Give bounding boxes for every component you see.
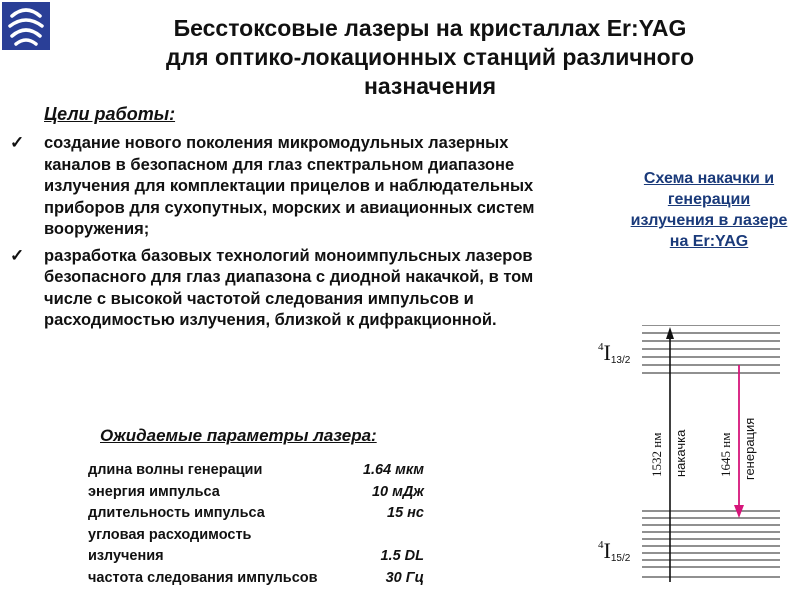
param-value: 1.5 DL: [380, 548, 424, 564]
energy-level-diagram: [590, 325, 790, 595]
upper-level-label: [598, 340, 631, 366]
generation-label: генерация: [742, 417, 757, 480]
slide-title: [100, 14, 760, 101]
pump-wavelength-label: 1532 нм: [649, 432, 664, 477]
param-row: [88, 482, 424, 504]
upper-level-main: I: [603, 340, 611, 365]
goals-heading: Цели работы:: [44, 104, 176, 124]
upper-level-sup: 4: [598, 341, 604, 353]
lower-level-sup: 4: [598, 539, 604, 551]
param-label: длина волны генерации: [88, 462, 263, 478]
lower-manifold-lines: [642, 511, 780, 577]
lower-level-sub: 15/2: [610, 553, 631, 564]
param-value: 15 нс: [387, 505, 424, 521]
goal-text: разработка базовых технологий моноимпульсных лазеров безопасного для глаз диапазона с диодной накачкой, в том числе с высокой частотой следования импульсов и расходимостью излучения, близкой к дифракционной.: [44, 246, 534, 329]
upper-level-sub: 13/2: [610, 355, 631, 366]
param-label: частота следования импульсов: [88, 569, 318, 586]
generation-wavelength-label: 1645 нм: [718, 432, 733, 477]
pump-label: накачка: [673, 429, 688, 477]
params-table: [88, 460, 424, 589]
param-value: 10 мДж: [371, 483, 424, 500]
param-label: длительность импульса: [88, 505, 265, 521]
param-value: 30 Гц: [385, 569, 424, 586]
param-row: [88, 525, 424, 547]
param-label: излучения: [88, 548, 164, 564]
title-line-2: для оптико-локационных станций различного: [165, 44, 695, 70]
checkmark-icon: ✓: [10, 133, 25, 152]
goal-text: создание нового поколения микромодульных лазерных каналов в безопасном для глаз спектральном диапазоне излучения для комплектации прицелов и наблюдательных приборов для сухопутных, морских и авиационных систем вооружения;: [44, 134, 535, 238]
company-logo: [2, 2, 50, 50]
param-row: [88, 546, 424, 568]
title-line-3: назначения: [363, 73, 497, 99]
upper-manifold-lines: [642, 325, 780, 373]
param-value: 1.64 мкм: [362, 462, 424, 478]
goal-item: [10, 246, 580, 332]
params-heading: Ожидаемые параметры лазера:: [100, 426, 377, 445]
scheme-title: Схема накачки и генерации излучения в лазере на Er:YAG: [630, 170, 788, 250]
goal-item: [10, 133, 580, 241]
lower-level-main: I: [603, 538, 611, 563]
lower-level-label: [598, 538, 631, 564]
title-line-1: Бесстоксовые лазеры на кристаллах Er:YAG: [173, 15, 687, 41]
param-label: энергия импульса: [88, 483, 220, 500]
param-label: угловая расходимость: [88, 526, 252, 543]
param-row: [88, 568, 424, 590]
param-row: [88, 460, 424, 482]
checkmark-icon: ✓: [10, 245, 25, 265]
goals-list: [10, 133, 580, 337]
param-row: [88, 503, 424, 525]
